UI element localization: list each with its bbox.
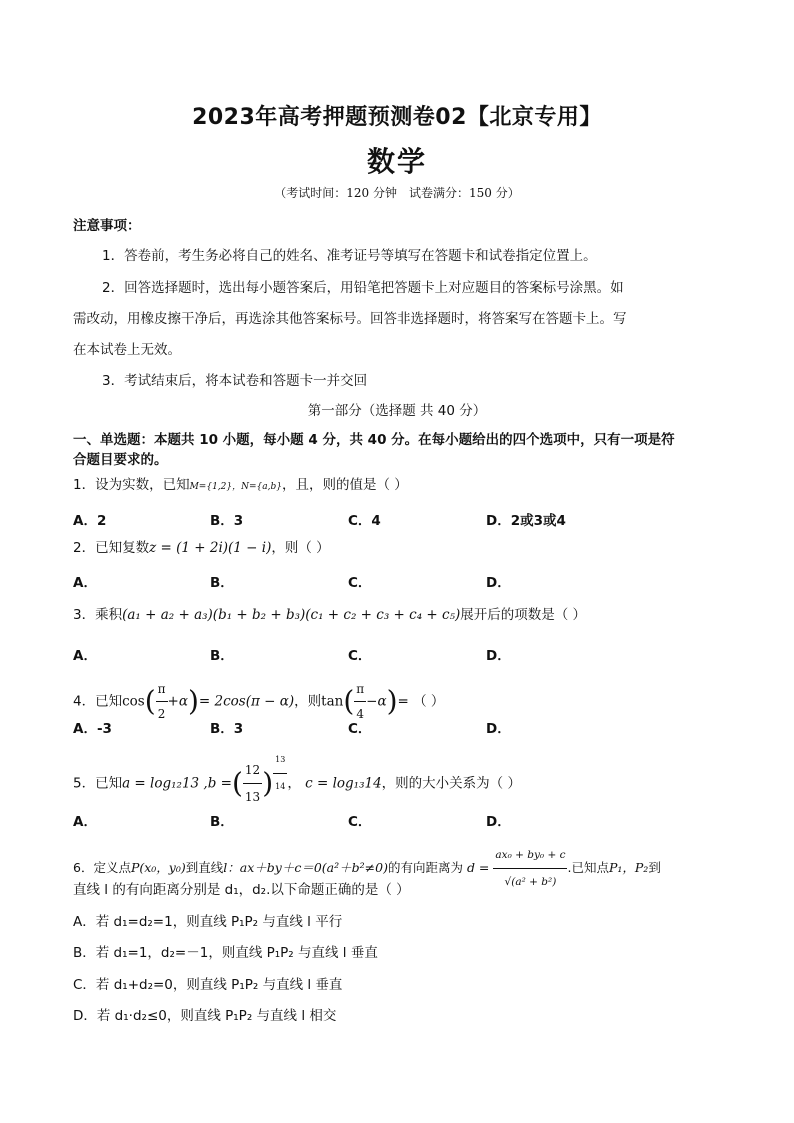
q5-prefix: 5．已知	[73, 775, 123, 792]
q6-option-b: B．若 d₁=1，d₂=－1，则直线 P₁P₂ 与直线 l 垂直	[73, 945, 378, 961]
exam-title: 2023年高考押题预测卷02【北京专用】	[192, 105, 602, 130]
q6-points: P₁，P₂	[608, 860, 649, 875]
q6-frac-den: √(a² + b²)	[504, 876, 557, 888]
q5-option-a: A．	[73, 814, 97, 830]
q5-exp-num: 13	[273, 747, 287, 774]
q4-option-d: D．	[486, 721, 511, 737]
q4-left-paren: (	[144, 684, 156, 718]
section-heading-line-2: 合题目要求的。	[73, 452, 168, 468]
q6-line-equation: l：ax＋by＋c＝0(a²＋b²≠0)	[223, 860, 388, 875]
q1-option-a: A．2	[73, 513, 107, 529]
q4-mid: ，则	[294, 693, 322, 710]
question-4	[73, 677, 444, 726]
notes-heading: 注意事项：	[73, 218, 141, 234]
q6-point: P(x₀，y₀)	[130, 860, 186, 875]
q4-frac-num: π	[156, 677, 168, 702]
q4-cos-function: cos	[122, 693, 145, 710]
subject-title: 数学	[366, 145, 427, 178]
q5-option-b: B．	[210, 814, 234, 830]
note-item-3: 3．考试结束后，将本试卷和答题卡一并交回	[102, 373, 368, 389]
q3-suffix: 展开后的项数是（ ）	[460, 607, 587, 623]
q2-option-d: D．	[486, 575, 511, 591]
q4-fraction-pi-2	[156, 677, 168, 726]
q1-prefix: 1．设为实数，已知	[73, 477, 190, 493]
q6-suffix: .已知点	[567, 860, 609, 875]
q4-option-a: A．-3	[73, 721, 112, 737]
question-5	[73, 757, 521, 810]
q4-prefix: 4．已知	[73, 693, 123, 710]
q2-suffix: ，则（ ）	[271, 540, 330, 556]
exam-time-info: （考试时间：120 分钟 试卷满分：150 分）	[274, 186, 520, 200]
note-item-2-line-1: 2．回答选择题时，选出每小题答案后，用铅笔把答题卡上对应题目的答案标号涂黑。如	[102, 280, 624, 296]
q5-exp-den: 14	[275, 782, 286, 791]
q5-comma: ，	[287, 775, 306, 792]
q4-minus-alpha: −α	[366, 693, 387, 710]
q3-option-d: D．	[486, 648, 511, 664]
question-1	[73, 476, 408, 496]
q6-frac-num: ax₀ + by₀ + c	[493, 842, 567, 869]
q6-mid2: 的有向距离为	[387, 860, 463, 875]
q6-mid: 到直线	[185, 860, 224, 875]
q3-option-b: B．	[210, 648, 234, 664]
note-item-2-line-2: 需改动，用橡皮擦干净后，再选涂其他答案标号。回答非选择题时，将答案写在答题卡上。写	[73, 311, 627, 327]
q5-fraction-12-13	[243, 757, 262, 810]
q5-frac-den: 13	[244, 790, 261, 804]
q4-tan-function: tan	[321, 693, 344, 710]
q4-equality: = 2cos(π − α)	[198, 693, 295, 710]
q2-option-c: C．	[348, 575, 372, 591]
q1-set-expression: M={1,2}，N={a,b}	[189, 482, 282, 492]
q5-suffix: ，则的大小关系为（ ）	[381, 775, 521, 792]
q2-option-a: A．	[73, 575, 97, 591]
question-3	[73, 606, 586, 624]
q2-prefix: 2．已知复数	[73, 540, 150, 556]
q6-distance-fraction	[493, 842, 567, 895]
q2-expression: z = (1 + 2i)(1 − i)	[149, 540, 272, 556]
q1-option-d: D．2或3或4	[486, 513, 566, 529]
q6-option-a: A．若 d₁=d₂=1，则直线 P₁P₂ 与直线 l 平行	[73, 914, 343, 930]
q3-expression: (a₁ + a₂ + a₃)(b₁ + b₂ + b₃)(c₁ + c₂ + c₃ + c₄ + c₅)	[122, 607, 461, 623]
q4-right-paren: )	[187, 684, 199, 718]
question-2	[73, 539, 330, 557]
q1-suffix: ，且，则的值是（ ）	[281, 477, 408, 493]
q3-option-a: A．	[73, 648, 97, 664]
q4-frac-den: 2	[157, 707, 166, 721]
q6-prefix: 6．定义点	[73, 860, 131, 875]
q4-left-paren-2: (	[343, 684, 355, 718]
q4-frac2-num: π	[354, 677, 366, 702]
q5-option-d: D．	[486, 814, 511, 830]
q5-exponent-fraction	[273, 747, 287, 800]
part1-heading: 第一部分（选择题 共 40 分）	[307, 403, 487, 419]
q6-end: 到	[648, 860, 661, 875]
q5-b-label: ,b =	[199, 775, 232, 792]
q4-suffix: = （ ）	[397, 693, 445, 710]
q3-prefix: 3．乘积	[73, 607, 123, 623]
q5-right-paren: )	[262, 766, 274, 800]
q5-a-expression: a = log₁₂13	[122, 775, 200, 792]
q4-option-c: C．	[348, 721, 372, 737]
section-heading-line-1: 一、单选题：本题共 10 小题，每小题 4 分，共 40 分。在每小题给出的四个选项中，只有一项是符	[73, 432, 675, 448]
q3-option-c: C．	[348, 648, 372, 664]
q4-right-paren-2: )	[386, 684, 398, 718]
q6-option-c: C．若 d₁+d₂=0，则直线 P₁P₂ 与直线 l 垂直	[73, 977, 343, 993]
q5-option-c: C．	[348, 814, 372, 830]
note-item-1: 1．答卷前，考生务必将自己的姓名、准考证号等填写在答题卡和试卷指定位置上。	[102, 248, 597, 264]
question-6-line-2: 直线 l 的有向距离分别是 d₁，d₂.以下命题正确的是（ ）	[73, 882, 410, 898]
q2-option-b: B．	[210, 575, 234, 591]
q6-d-label: d =	[462, 860, 494, 875]
q5-c-expression: c = log₁₃14	[305, 775, 382, 792]
q4-option-b: B．3	[210, 721, 244, 737]
q1-option-c: C．4	[348, 513, 381, 529]
q5-frac-num: 12	[243, 757, 262, 784]
q5-left-paren: (	[231, 766, 243, 800]
q1-option-b: B．3	[210, 513, 244, 529]
q4-frac2-den: 4	[356, 707, 365, 721]
q4-plus-alpha: +α	[167, 693, 188, 710]
note-item-2-line-3: 在本试卷上无效。	[73, 342, 181, 358]
q6-option-d: D．若 d₁·d₂≤0，则直线 P₁P₂ 与直线 l 相交	[73, 1008, 337, 1024]
